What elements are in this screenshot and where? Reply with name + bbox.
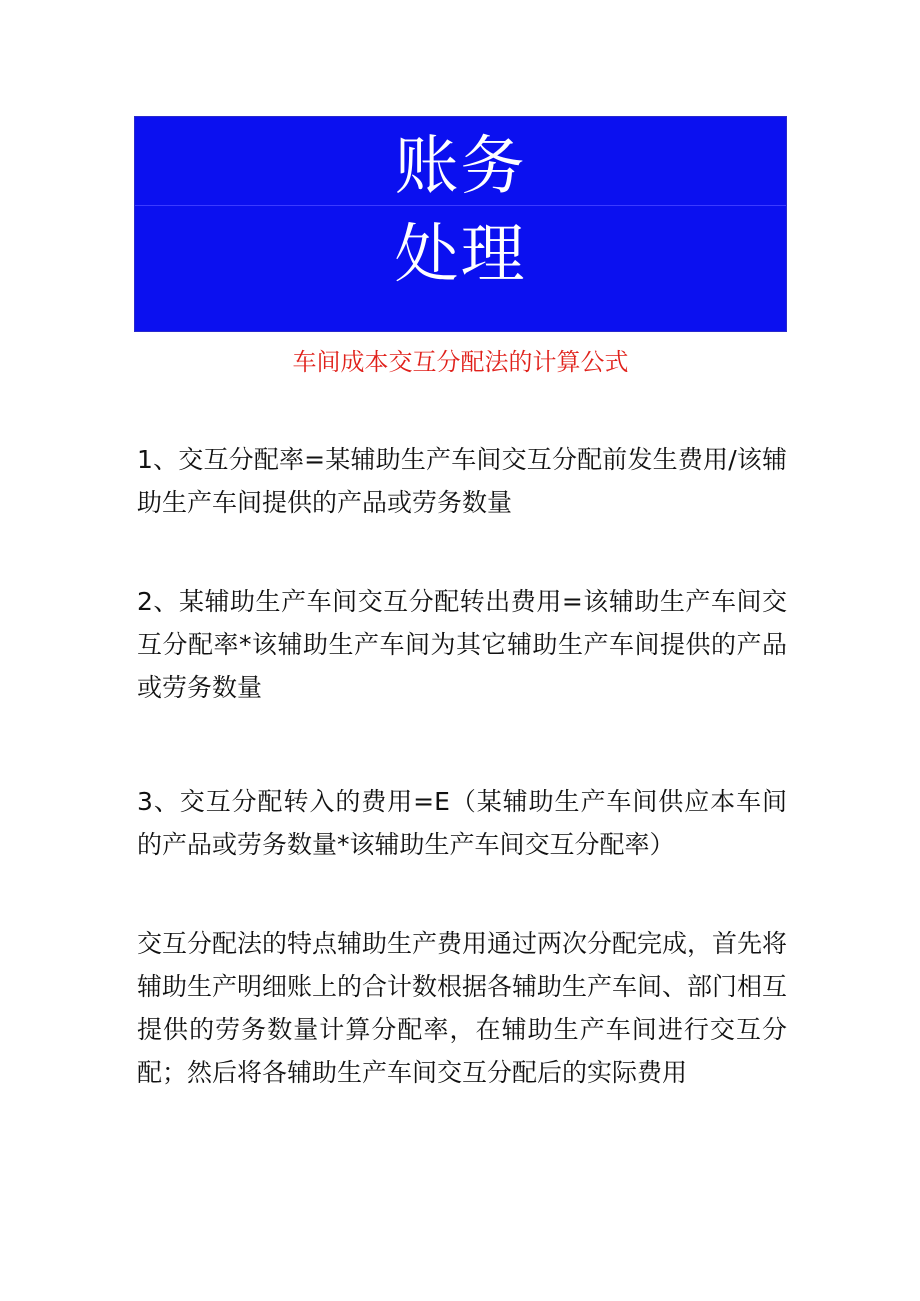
banner-title-line2: 处理 [394,218,527,292]
formula-paragraph-2: 2、某辅助生产车间交互分配转出费用=该辅助生产车间交互分配率*该辅助生产车间为其它辅助生产车间提供的产品或劳务数量 [137,587,787,702]
title-banner [134,116,787,332]
formula-paragraph-1: 1、交互分配率=某辅助生产车间交互分配前发生费用/该辅助生产车间提供的产品或劳务数量 [137,445,787,517]
banner-divider [135,205,786,206]
description-paragraph: 交互分配法的特点辅助生产费用通过两次分配完成，首先将辅助生产明细账上的合计数根据各辅助生产车间、部门相互提供的劳务数量计算分配率，在辅助生产车间进行交互分配；然后将各辅助生产车间交互分配后的实际费用 [137,929,788,1087]
document-subtitle: 车间成本交互分配法的计算公式 [292,348,629,376]
banner-title-line1: 账务 [394,130,527,204]
formula-paragraph-3: 3、交互分配转入的费用=E（某辅助生产车间供应本车间的产品或劳务数量*该辅助生产车间交互分配率） [137,787,787,859]
